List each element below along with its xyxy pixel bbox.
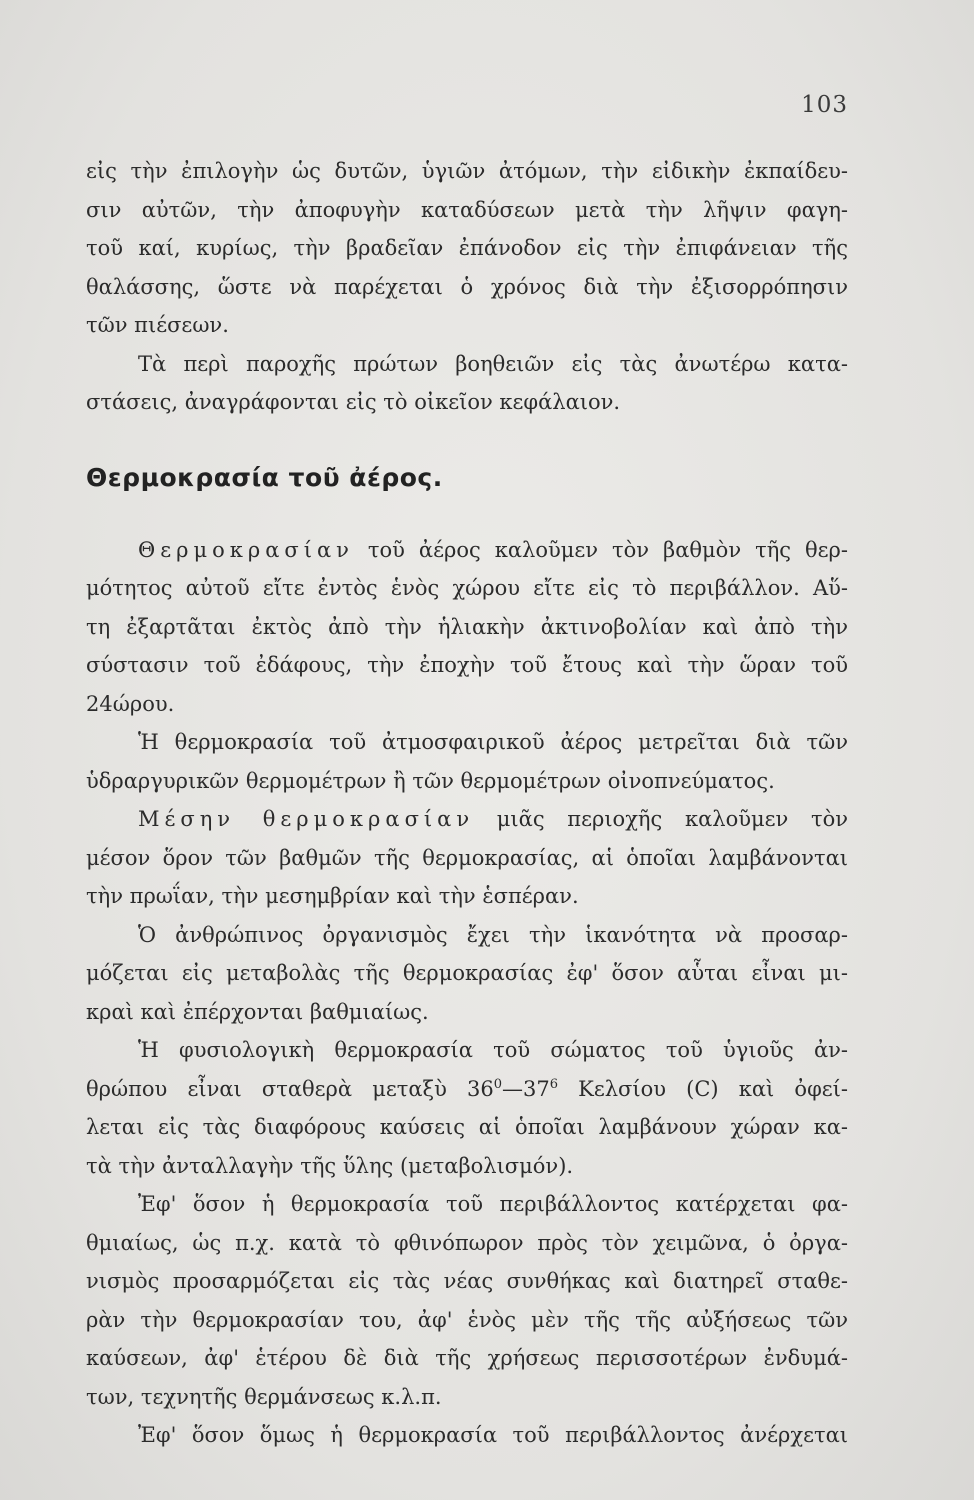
text-line: εἰς τὴν ἐπιλογὴν ὡς δυτῶν, ὑγιῶν ἀτόμων, τὴν εἰδικὴν ἐκπαίδευ- (86, 159, 848, 183)
text-line: λεται εἰς τὰς διαφόρους καύσεις αἱ ὁποῖαι λαμβάνουν χώραν κα- (86, 1115, 848, 1139)
text-line: τῶν πιέσεων. (86, 313, 229, 337)
text-line: στάσεις, ἀναγράφονται εἰς τὸ οἰκεῖον κεφάλαιον. (86, 390, 621, 414)
emphasized-term: Μέσην θερμοκρασίαν (138, 807, 475, 831)
text-line: Τὰ περὶ παροχῆς πρώτων βοηθειῶν εἰς τὰς ἀνωτέρω κατα- (138, 351, 848, 376)
text-span: τοῦ ἀέρος καλοῦμεν τὸν βαθμὸν τῆς θερ- (353, 537, 848, 562)
text-line (86, 531, 848, 570)
text-line (86, 1070, 848, 1109)
text-line: μέσον ὅρον τῶν βαθμῶν τῆς θερμοκρασίας, αἱ ὁποῖαι λαμβάνονται (86, 845, 848, 870)
text-line (86, 800, 848, 839)
text-line: σιν αὐτῶν, τὴν ἀποφυγὴν καταδύσεων μετὰ τὴν λῆψιν φαγη- (86, 197, 848, 222)
text-line: τὴν πρωΐαν, τὴν μεσημβρίαν καὶ τὴν ἑσπέραν. (86, 884, 579, 908)
section-heading: Θερμοκρασία τοῦ ἀέρος. (86, 462, 443, 492)
emphasized-term: Θερμοκρασίαν (138, 537, 354, 562)
body-text (86, 152, 848, 1455)
text-line: ρὰν τὴν θερμοκρασίαν του, ἀφ' ἑνὸς μὲν τῆς τῆς αὐξήσεως τῶν (86, 1307, 848, 1332)
page-number: 103 (801, 92, 848, 118)
text-span: θρώπου εἶναι σταθερὰ μεταξὺ 36 (86, 1076, 494, 1101)
superscript: 6 (549, 1076, 559, 1092)
text-line: σύστασιν τοῦ ἐδάφους, τὴν ἐποχὴν τοῦ ἔτους καὶ τὴν ὥραν τοῦ (86, 653, 848, 677)
text-line: μότητος αὐτοῦ εἴτε ἐντὸς ἑνὸς χώρου εἴτε εἰς τὸ περιβάλλον. Αὕ- (86, 576, 848, 600)
text-span: Κελσίου (C) καὶ ὀφεί- (558, 1076, 848, 1101)
text-line: 24ώρου. (86, 691, 175, 716)
text-line: ὑδραργυρικῶν θερμομέτρων ἢ τῶν θερμομέτρων οἰνοπνεύματος. (86, 768, 775, 793)
text-line: θμιαίως, ὡς π.χ. κατὰ τὸ φθινόπωρον πρὸς τὸν χειμῶνα, ὁ ὀργα- (86, 1230, 848, 1255)
text-line: τοῦ καί, κυρίως, τὴν βραδεῖαν ἐπάνοδον εἰς τὴν ἐπιφάνειαν τῆς (86, 236, 848, 260)
superscript: 0 (493, 1076, 503, 1092)
text-line: καύσεων, ἀφ' ἑτέρου δὲ διὰ τῆς χρήσεως περισσοτέρων ἐνδυμά- (86, 1346, 848, 1370)
text-line: τὰ τὴν ἀνταλλαγὴν τῆς ὕλης (μεταβολισμόν). (86, 1153, 574, 1178)
text-line: Ἐφ' ὅσον ἡ θερμοκρασία τοῦ περιβάλλοντος κατέρχεται φα- (138, 1192, 848, 1216)
text-line: νισμὸς προσαρμόζεται εἰς τὰς νέας συνθήκας καὶ διατηρεῖ σταθε- (86, 1269, 848, 1293)
text-line: Ἡ θερμοκρασία τοῦ ἀτμοσφαιρικοῦ ἀέρος μετρεῖται διὰ τῶν (138, 730, 848, 754)
text-span: —37 (502, 1076, 550, 1101)
text-line: κραὶ καὶ ἐπέρχονται βαθμιαίως. (86, 999, 429, 1024)
text-line: Ἡ φυσιολογικὴ θερμοκρασία τοῦ σώματος τοῦ ὑγιοῦς ἀν- (138, 1038, 848, 1062)
text-line: Ὁ ἀνθρώπινος ὀργανισμὸς ἔχει τὴν ἱκανότητα νὰ προσαρ- (138, 922, 848, 947)
text-line: Ἐφ' ὅσον ὅμως ἡ θερμοκρασία τοῦ περιβάλλοντος ἀνέρχεται (138, 1423, 848, 1447)
text-line: θαλάσσης, ὥστε νὰ παρέχεται ὁ χρόνος διὰ τὴν ἐξισορρόπησιν (86, 274, 848, 299)
text-line: τη ἐξαρτᾶται ἐκτὸς ἀπὸ τὴν ἡλιακὴν ἀκτινοβολίαν καὶ ἀπὸ τὴν (86, 614, 848, 639)
text-span: μιᾶς περιοχῆς καλοῦμεν τὸν (474, 807, 848, 831)
text-line: μόζεται εἰς μεταβολὰς τῆς θερμοκρασίας ἐφ' ὅσον αὗται εἶναι μι- (86, 961, 848, 985)
text-line: των, τεχνητῆς θερμάνσεως κ.λ.π. (86, 1384, 442, 1409)
